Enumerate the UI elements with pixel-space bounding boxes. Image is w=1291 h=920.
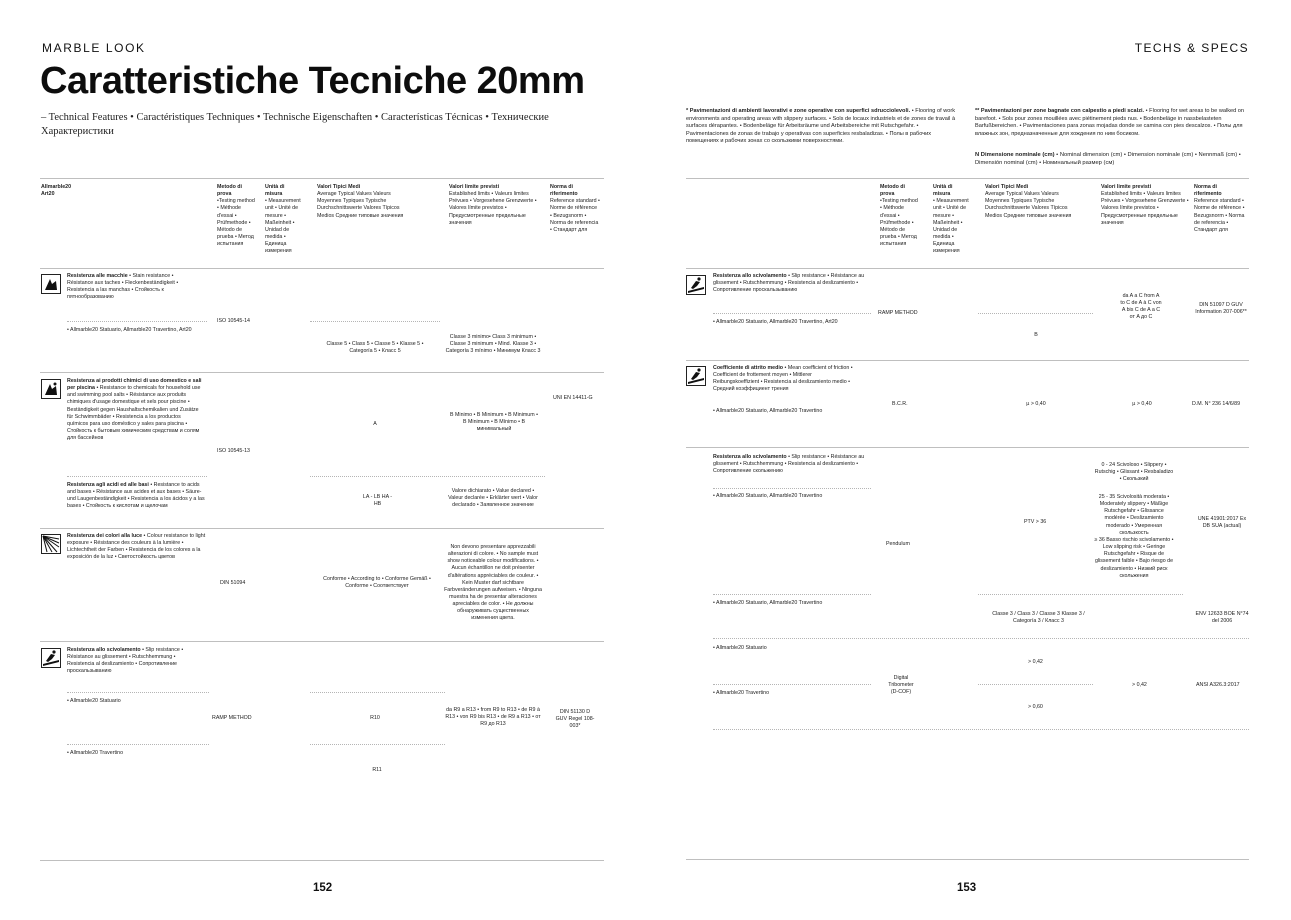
row-subrule <box>67 744 209 745</box>
pendulum-title: Resistenza allo scivolamento • Slip resistance • Résistance au glissement • Rutschhemmung • Resistencia al deslizamiento • Сопротивление скольжению <box>713 454 865 475</box>
stain-limits: Classe 3 minimo• Class 3 minimum • Classe 3 minimum • Mind. Klasse 3 • Categoría 3 mínimo • Минимум Класс 3 <box>445 334 541 355</box>
row-subrule <box>978 313 1093 314</box>
acids-typical: LA - LB HA - HB <box>362 494 393 508</box>
friction-variants: • Allmarble20 Statuario, Allmarble20 Travertino <box>713 408 823 414</box>
page-number: 153 <box>957 882 977 894</box>
col-method: Metodo di prova •Testing method • Méthode d'essai • Prüfmethode • Método de prueba • Метод испытания <box>217 184 255 248</box>
slip-limits: da R9 a R13 • from R9 to R13 • de R9 à R13 • von R9 bis R13 • de R9 a R13 • от R9 до R13 <box>445 707 541 728</box>
row-subrule <box>713 594 871 595</box>
right-page <box>646 0 1291 920</box>
dcof-norm: ANSI A326.3:2017 <box>1196 682 1240 688</box>
col-limits: Valori limite previsti Established limits • Valeurs limites Prévues • Vorgesehene Grenzwerte • Valores límite previstos • Предусмотренные предельные значения <box>1101 184 1189 226</box>
pendulum-norm-une: UNE 41901:2017 Ex DB SUA (actual) <box>1197 516 1247 530</box>
footnote-3: N Dimensione nominale (cm) • Nominal dimension (cm) • Dimension nominale (cm) • Nennmaß (cm) • Dimensión nominal (cm) • Номинальный размер (см) <box>975 152 1241 166</box>
row-subrule <box>713 488 871 489</box>
slip-icon <box>686 275 706 295</box>
chemicals-typical: A <box>373 421 377 427</box>
row-subrule <box>310 744 445 745</box>
row-subrule <box>978 594 1183 595</box>
col-unit: Unità di misura • Measurement unit • Unité de mesure • Maßeinheit • Unidad de medida • Единица измерения <box>265 184 301 255</box>
pendulum-method: Pendulum <box>886 541 910 547</box>
row-rule <box>40 372 604 373</box>
friction-limits: µ > 0,40 <box>1132 401 1152 407</box>
stain-typical: Classe 5 • Class 5 • Classe 5 • Klasse 5 • Categoría 5 • Класс 5 <box>326 341 424 355</box>
stain-method: ISO 10545-14 <box>217 318 250 324</box>
table-bottom-rule <box>40 860 604 861</box>
pendulum-limit-a: 0 - 24 Scivoloso • Slippery • Rutschig • Glissant • Resbaladizo • Скользкий <box>1094 462 1174 483</box>
section-label: MARBLE LOOK <box>42 41 146 55</box>
acids-limits: Valore dichiarato • Value declared • Valeur declarée • Erklärter wert • Valor declarado • Заявленное значение <box>448 488 538 509</box>
col-unit: Unità di misura • Measurement unit • Unité de mesure • Maßeinheit • Unidad de medida • Единица измерения <box>933 184 969 255</box>
slip-ramp-variants: • Allmarble20 Statuario, Allmarble20 Travertino, Art20 <box>713 319 838 325</box>
friction-title: Coefficiente di attrito medio • Mean coefficient of friction • Coefficient de frottement moyen • Mittlerer Reibungskoeffizient • Resistencia al deslizamiento medio • Средний коэффициент трения <box>713 365 853 393</box>
row-subrule <box>310 692 445 693</box>
sun-rays-icon <box>41 534 61 554</box>
light-title: Resistenza dei colori alla luce • Colour resistance to light exposure • Résistance des couleurs à la lumière • Lichtechtheit der Farben • Resistencia de los colores a la exposición de la luz • Светостойкость цветов <box>67 533 206 561</box>
pendulum-variants-b: • Allmarble20 Statuario, Allmarble20 Travertino <box>713 600 823 606</box>
table-bottom-rule <box>686 859 1249 860</box>
col-limits: Valori limite previsti Established limits • Valeurs limites Prévues • Vorgesehene Grenzwerte • Valores límite previstos • Предусмотренные предельные значения <box>449 184 537 226</box>
row-subrule <box>310 321 440 322</box>
col-norm: Norma di riferimento Reference standard • Norme de référence • Bezugsnorm • Norma de referencia • Стандарт для <box>550 184 600 233</box>
friction-value: µ > 0,40 <box>1026 401 1046 407</box>
pendulum-limit-b: 25 - 35 Scivolosità moderata • Moderately slippery • Mäßige Rutschgefahr • Glissance modérée • Deslizamiento moderado • Умеренная скользкость <box>1098 494 1170 536</box>
light-method: DIN 51094 <box>220 580 246 586</box>
col-norm: Norma di riferimento Reference standard • Norme de référence • Bezugsnorm • Norma de referencia • Стандарт для <box>1194 184 1245 233</box>
section-label: TECHS & SPECS <box>1134 41 1249 55</box>
pendulum-limit-c: ≥ 36 Basso rischio scivolamento • Low slipping risk • Geringe Rutschgefahr • Risque de glissement faible • Bajo riesgo de deslizamiento • Низкий риск скольжения <box>1094 537 1174 579</box>
stain-icon <box>41 274 61 294</box>
pendulum-value-ptv: PTV > 36 <box>1024 519 1047 525</box>
chemicals-title: Resistenza ai prodotti chimici di uso domestico e sali per piscina • Resistance to chemicals for household use and swimming pool salts • Résistance aux produits chimiques d'usage domestique et sels pour piscine • Beständigkeit gegen Haushaltschemikalien und Zusätze für Schwimmbäder • Resistencia a los productos químicos para uso doméstico y sales para piscina • Стойкость к бытовым химическим средствам и солям для бассейнов <box>67 378 202 442</box>
friction-method: B.C.R. <box>892 401 908 407</box>
chemicals-limits: B Minimo • B Minimum • B Minimum • B Minimum • B Mínimo • B минимальный <box>450 412 538 433</box>
col-typical: Valori Tipici Medi Average Typical Values Valeurs Moyennes Typiques Typische Durchschnittswerte Valores Típicos Medios Средние типовые значения <box>317 184 404 219</box>
left-page <box>0 0 645 920</box>
pendulum-variants-a: • Allmarble20 Statuario, Allmarble20 Travertino <box>713 493 823 499</box>
slip-ramp-title: Resistenza allo scivolamento • Slip resistance • Résistance au glissement • Rutschhemmung • Resistencia al deslizamiento • Сопротивление проскальзыванию <box>713 273 865 294</box>
footnote-2: ** Pavimentazioni per zone bagnate con calpestio a piedi scalzi. • Flooring for wet areas to be walked on barefoot. • Sols pour zones mouillées avec piétinement pieds nus. • Bodenbeläge in nassbelasteten Barfußbereichen. • Pavimentaciones para zonas mojadas donde se camina con pies descalzos. • Полы для влажных зон, предназначенные для хождения по ним босиком. <box>975 108 1245 137</box>
slip-norm: DIN 51130 D GUV Regel 108-003* <box>555 709 595 730</box>
light-limits: Non devono presentare apprezzabili alterazioni di colore. • No sample must show noticeable colour modifications. • Aucun échantillon ne doit présenter d'altérations appréciables de couleur. • Kein Muster darf sichtbare Farbveränderungen aufweisen. • Ninguna muestra ha de presentar alteraciones apreciables de color. • Не должны обнаруживать существенных изменения цвета. <box>444 544 542 622</box>
slip-ramp-method: RAMP METHOD <box>878 310 918 316</box>
dcof-value-travertino: > 0,60 <box>1028 704 1043 710</box>
row-subrule <box>713 638 1249 639</box>
col-typical: Valori Tipici Medi Average Typical Values Valeurs Moyennes Typiques Typische Durchschnittswerte Valores Típicos Medios Средние типовые значения <box>985 184 1072 219</box>
footnote-1: * Pavimentazioni di ambienti lavorativi e zone operative con superfici sdrucciolevoli. • Flooring of work environments and operating areas with slippery surfaces. • Sols de locaux industriels et de zones de travail à surfaces dérapantes. • Bodenbeläge für Arbeitsräume und Arbeitsbereiche mit Rutschgefahr. • Pavimentaciones de zonas de trabajo y operativas con superficies resbaladizas. • Полы в рабочих помещениях и рабочих зонах со скользкими поверхностями. <box>686 108 956 145</box>
slip-variant-statuario: • Allmarble20 Statuario <box>67 698 121 704</box>
slip-title: Resistenza allo scivolamento • Slip resistance • Résistance au glissement • Rutschhemmung • Resistencia al deslizamiento • Сопротивление проскальзыванию <box>67 647 184 675</box>
light-typical: Conforme • According to • Conforme Gemäß • Conforme • Соответствует <box>323 576 431 590</box>
row-rule <box>40 268 604 269</box>
page-subtitle: – Technical Features • Caractéristiques Techniques • Technische Eigenschaften • Características Técnicas • Технические Характеристики <box>41 112 549 137</box>
acids-title: Resistenza agli acidi ed alle basi • Resistance to acids and bases • Résistance aux acides et aux bases • Säure- und Laugenbeständigkeit • Resistencia a los ácidos y a las bases • Стойкость к кислотам и щелочам <box>67 482 205 510</box>
row-subrule <box>67 476 207 477</box>
slip-method: RAMP METHOD <box>212 715 252 721</box>
table-top-rule <box>40 178 604 179</box>
row-rule <box>686 447 1249 448</box>
dcof-value-statuario: > 0,42 <box>1028 659 1043 665</box>
row-subrule <box>978 684 1093 685</box>
row-subrule <box>67 321 207 322</box>
slip-ramp-norm: DIN 51097 D GUV Information 207-006** <box>1195 302 1247 316</box>
page-number: 152 <box>313 882 333 894</box>
slip-ramp-value: B <box>1034 332 1038 338</box>
row-rule <box>686 360 1249 361</box>
row-subrule <box>713 729 1249 730</box>
slip-icon <box>41 648 61 668</box>
page-title: Caratteristiche Tecniche 20mm <box>40 60 585 102</box>
row-subrule <box>713 684 871 685</box>
table-top-rule <box>686 178 1249 179</box>
stain-variants: • Allmarble20 Statuario, Allmarble20 Travertino, Art20 <box>67 327 192 333</box>
row-rule <box>686 268 1249 269</box>
chemicals-icon <box>41 379 61 399</box>
stain-title: Resistenza alle macchie • Stain resistance • Résistance aux taches • Fleckenbeständigkeit • Resistencia a las manchas • Стойкость к пятнообразованию <box>67 273 179 301</box>
row-subrule <box>310 476 545 477</box>
dcof-variant-travertino: • Allmarble20 Travertino <box>713 690 770 696</box>
pendulum-value-class: Classe 3 / Class 3 / Classe 3 Klasse 3 / Categoría 3 / Класс 3 <box>992 611 1085 625</box>
slip-value-travertino: R11 <box>372 767 382 773</box>
chemicals-method: ISO 10545-13 <box>217 448 250 454</box>
friction-icon <box>686 366 706 386</box>
dcof-method: Digital Tribometer (D-COF) <box>888 675 914 696</box>
col-product: Allmarble20 Art20 <box>41 184 72 198</box>
pendulum-norm-env: ENV 12633 BOE N°74 del 2006 <box>1195 611 1249 625</box>
row-subrule <box>713 313 871 314</box>
dcof-variant-statuario: • Allmarble20 Statuario <box>713 645 767 651</box>
friction-norm: D.M. N° 236 14/6/89 <box>1192 401 1241 407</box>
dcof-limits: > 0,42 <box>1132 682 1147 688</box>
slip-value-statuario: R10 <box>370 715 380 721</box>
row-subrule <box>67 692 209 693</box>
row-rule <box>40 528 604 529</box>
col-method: Metodo di prova •Testing method • Méthode d'essai • Prüfmethode • Método de prueba • Метод испытания <box>880 184 918 248</box>
chemicals-norm: UNI EN 14411-G <box>553 395 593 401</box>
slip-variant-travertino: • Allmarble20 Travertino <box>67 750 124 756</box>
row-rule <box>40 641 604 642</box>
slip-ramp-limits: da A a C from A to C de A à C von A bis C de A a C от A до C <box>1120 293 1162 321</box>
